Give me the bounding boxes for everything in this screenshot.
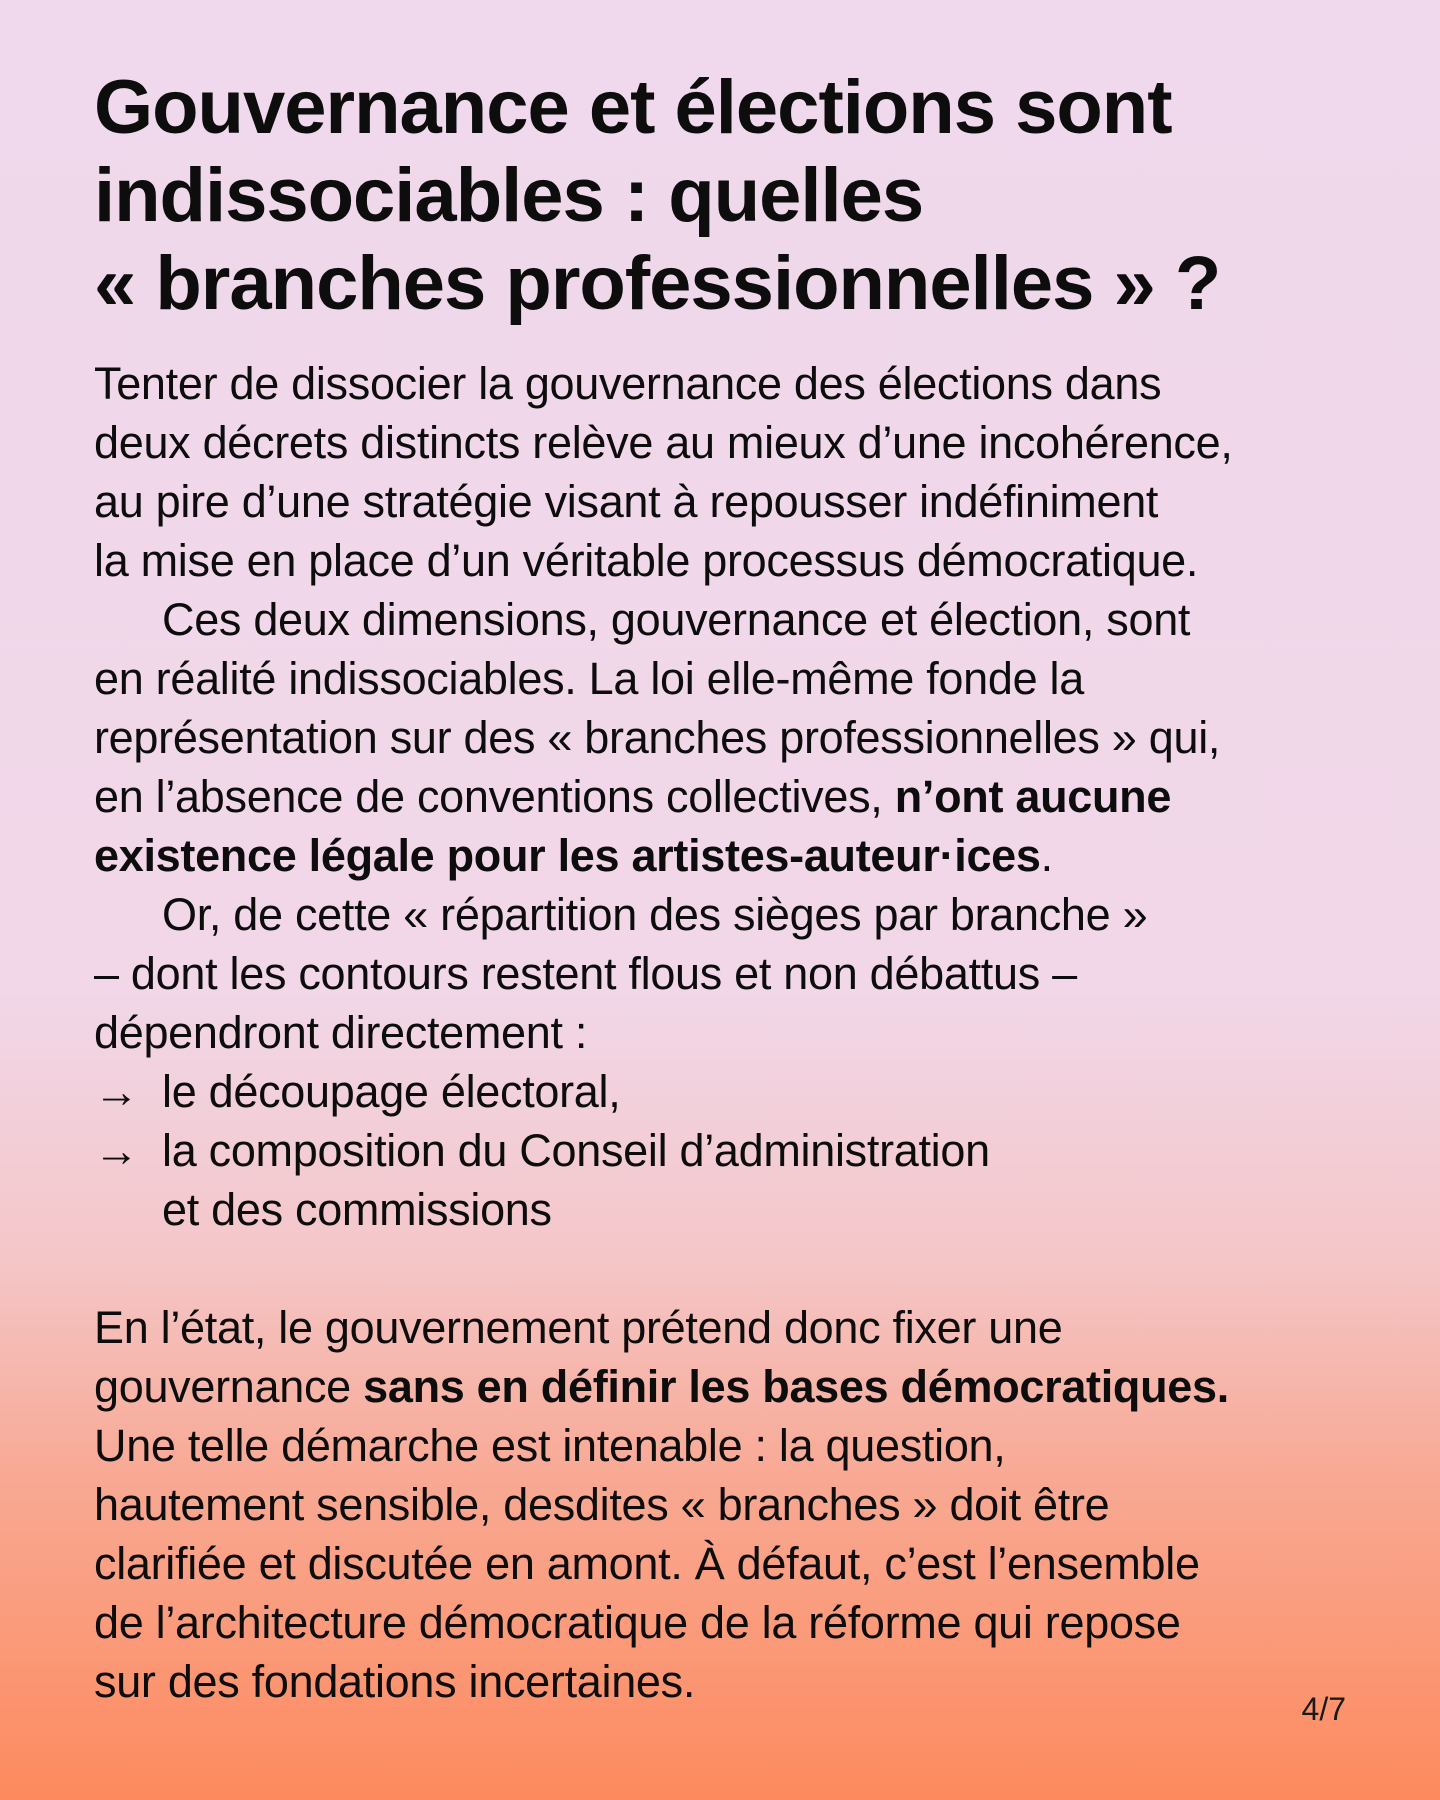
text-line: Tenter de dissocier la gouvernance des élections dans <box>94 358 1162 409</box>
paragraph-spacer <box>94 1239 1354 1298</box>
text-line: la mise en place d’un véritable processus démocratique. <box>94 535 1199 586</box>
body-text <box>94 354 1354 1711</box>
text-line: dépendront directement : <box>94 1007 588 1058</box>
paragraph-3 <box>94 885 1354 1239</box>
list-item <box>94 1121 1354 1180</box>
text-line <box>94 1357 1354 1416</box>
text-line: Ces deux dimensions, gouvernance et élection, sont <box>162 594 1191 645</box>
text-line: de l’architecture démocratique de la réforme qui repose <box>94 1597 1181 1648</box>
arrow-right-icon: → <box>94 1125 139 1176</box>
text-line: – dont les contours restent flous et non débattus – <box>94 948 1077 999</box>
paragraph-4 <box>94 1298 1354 1711</box>
emphasis-text: existence légale pour les artistes-auteur·ices <box>94 830 1041 881</box>
text-fragment: . <box>1040 830 1053 881</box>
emphasis-text: sans en définir les bases démocratiques. <box>363 1361 1229 1412</box>
text-line: Or, de cette « répartition des sièges par branche » <box>162 889 1148 940</box>
list-item <box>94 1062 1354 1121</box>
slide-content <box>94 64 1354 1711</box>
text-fragment: gouvernance <box>94 1361 364 1412</box>
list-item-text: et des commissions <box>162 1184 552 1235</box>
text-line: clarifiée et discutée en amont. À défaut, c’est l’ensemble <box>94 1538 1200 1589</box>
list-item-text: le découpage électoral, <box>162 1066 621 1117</box>
paragraph-1 <box>94 354 1354 590</box>
title-line: « branches professionnelles » ? <box>94 241 1221 326</box>
list-item-text: la composition du Conseil d’administration <box>162 1125 990 1176</box>
title-line: Gouvernance et élections sont <box>94 65 1172 150</box>
page-number: 4/7 <box>1301 1691 1346 1727</box>
text-line: En l’état, le gouvernement prétend donc fixer une <box>94 1302 1063 1353</box>
text-line <box>94 767 1354 826</box>
text-line: Une telle démarche est intenable : la question, <box>94 1420 1006 1471</box>
arrow-right-icon: → <box>94 1066 139 1117</box>
text-line: hautement sensible, desdites « branches » doit être <box>94 1479 1110 1530</box>
text-line: au pire d’une stratégie visant à repousser indéfiniment <box>94 476 1159 527</box>
page-title <box>94 64 1354 328</box>
emphasis-text: n’ont aucune <box>894 771 1172 822</box>
text-line: deux décrets distincts relève au mieux d’une incohérence, <box>94 417 1233 468</box>
paragraph-2 <box>94 590 1354 885</box>
text-line: sur des fondations incertaines. <box>94 1656 696 1707</box>
text-line: représentation sur des « branches professionnelles » qui, <box>94 712 1221 763</box>
text-fragment: en l’absence de conventions collectives, <box>94 771 895 822</box>
text-line: en réalité indissociables. La loi elle-même fonde la <box>94 653 1084 704</box>
title-line: indissociables : quelles <box>94 153 924 238</box>
text-line <box>94 826 1354 885</box>
